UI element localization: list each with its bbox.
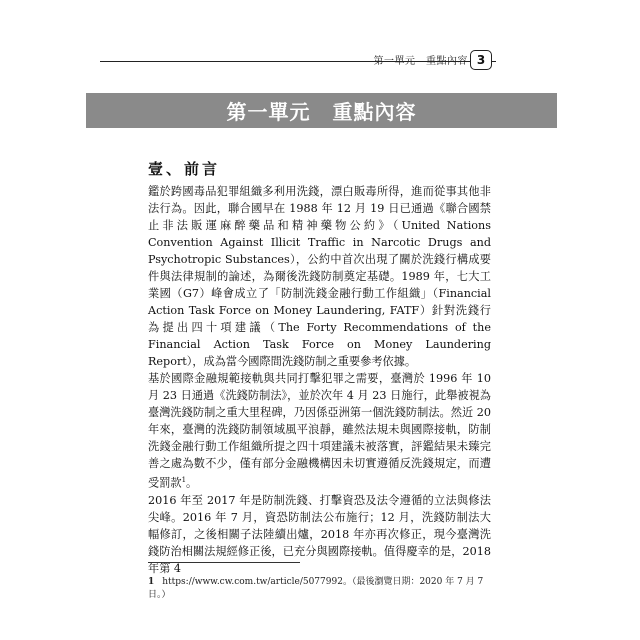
section-heading: 壹、前言: [148, 160, 221, 178]
page-number: 3: [470, 50, 492, 70]
footnote: [148, 574, 491, 600]
banner-unit: 第一單元: [226, 100, 311, 124]
running-header: 第一單元 重點內容: [373, 56, 468, 67]
footnote-mark: 1: [148, 577, 155, 587]
chapter-banner: [86, 93, 557, 128]
body-text: [148, 183, 491, 577]
paragraph: 基於國際金融規範接軌與共同打擊犯罪之需要，臺灣於 1996 年 10 月 23 日通過《洗錢防制法》，並於次年 4 月 23 日施行，此舉被視為臺灣洗錢防制之重大里程碑，乃因係亞洲第一個洗錢防制法。然近 20 年來，臺灣的洗錢防制領域風平浪靜，雖然法規未與國際接軌，防制洗錢金融行動工作組織所提之四十項建議未被落實，評鑑結果未臻完善之處為數不少，僅有部分金融機構因未切實遵循反洗錢規定，而遭受罰款$^1$。: [148, 372, 491, 490]
footnote-rule: [148, 562, 300, 563]
footnote-text[interactable]: https://www.cw.com.tw/article/5077992。（最後瀏覽日期：2020 年 7 月 7 日。）: [148, 577, 484, 600]
paragraph-text: 鑑於跨國毒品犯罪組織多利用洗錢，漂白販毒所得，進而從事其他非法行為。因此，聯合國早在 1988 年 12 月 19 日已通過《聯合國禁止非法販運麻醉藥品和精神藥物公約》（United Nations Convention Against Illicit Traffic in Narcotic Drugs and Psychotropic Substances），公約中首次出現了關於洗錢行構成要件與法律規制的論述，為爾後洗錢防制奠定基礎。1989 年，七大工業國（G7）峰會成立了「防制洗錢金融行動工作組織」（Financial Action Task Force on Money Laundering, FATF）針對洗錢行為提出四十項建議（The Forty Recommendations of the Financial Action Task Force on Money Laundering Report），成為當今國際間洗錢防制之重要參考依據。: [148, 185, 491, 368]
paragraph: [148, 492, 491, 577]
paragraph: [148, 183, 491, 370]
banner-title: 重點內容: [332, 100, 417, 124]
paragraph-text: 基於國際金融規範接軌與共同打擊犯罪之需要，臺灣於 1996 年 10 月 23 日通過《洗錢防制法》，並於次年 4 月 23 日施行，此舉被視為臺灣洗錢防制之重大里程碑，乃因係亞洲第一個洗錢防制法。然近 20 年來，臺灣的洗錢防制領域風平浪靜，雖然法規未與國際接軌，防制洗錢金融行動工作組織所提之四十項建議未被落實，評鑑結果未臻完善之處為數不少，僅有部分金融機構因未切實遵循反洗錢規定，而遭受罰款: [148, 372, 491, 490]
footnote-reference[interactable]: 1: [181, 476, 187, 484]
paragraph-text: 2016 年至 2017 年是防制洗錢、打擊資恐及法令遵循的立法與修法尖峰。2016 年 7 月，資恐防制法公布施行；12 月，洗錢防制法大幅修訂，之後相關子法陸續出爐，2018 年亦再次修正，現今臺灣洗錢防治相關法規經修正後，已充分與國際接軌。值得慶幸的是，2018 年第 4: [148, 493, 491, 575]
